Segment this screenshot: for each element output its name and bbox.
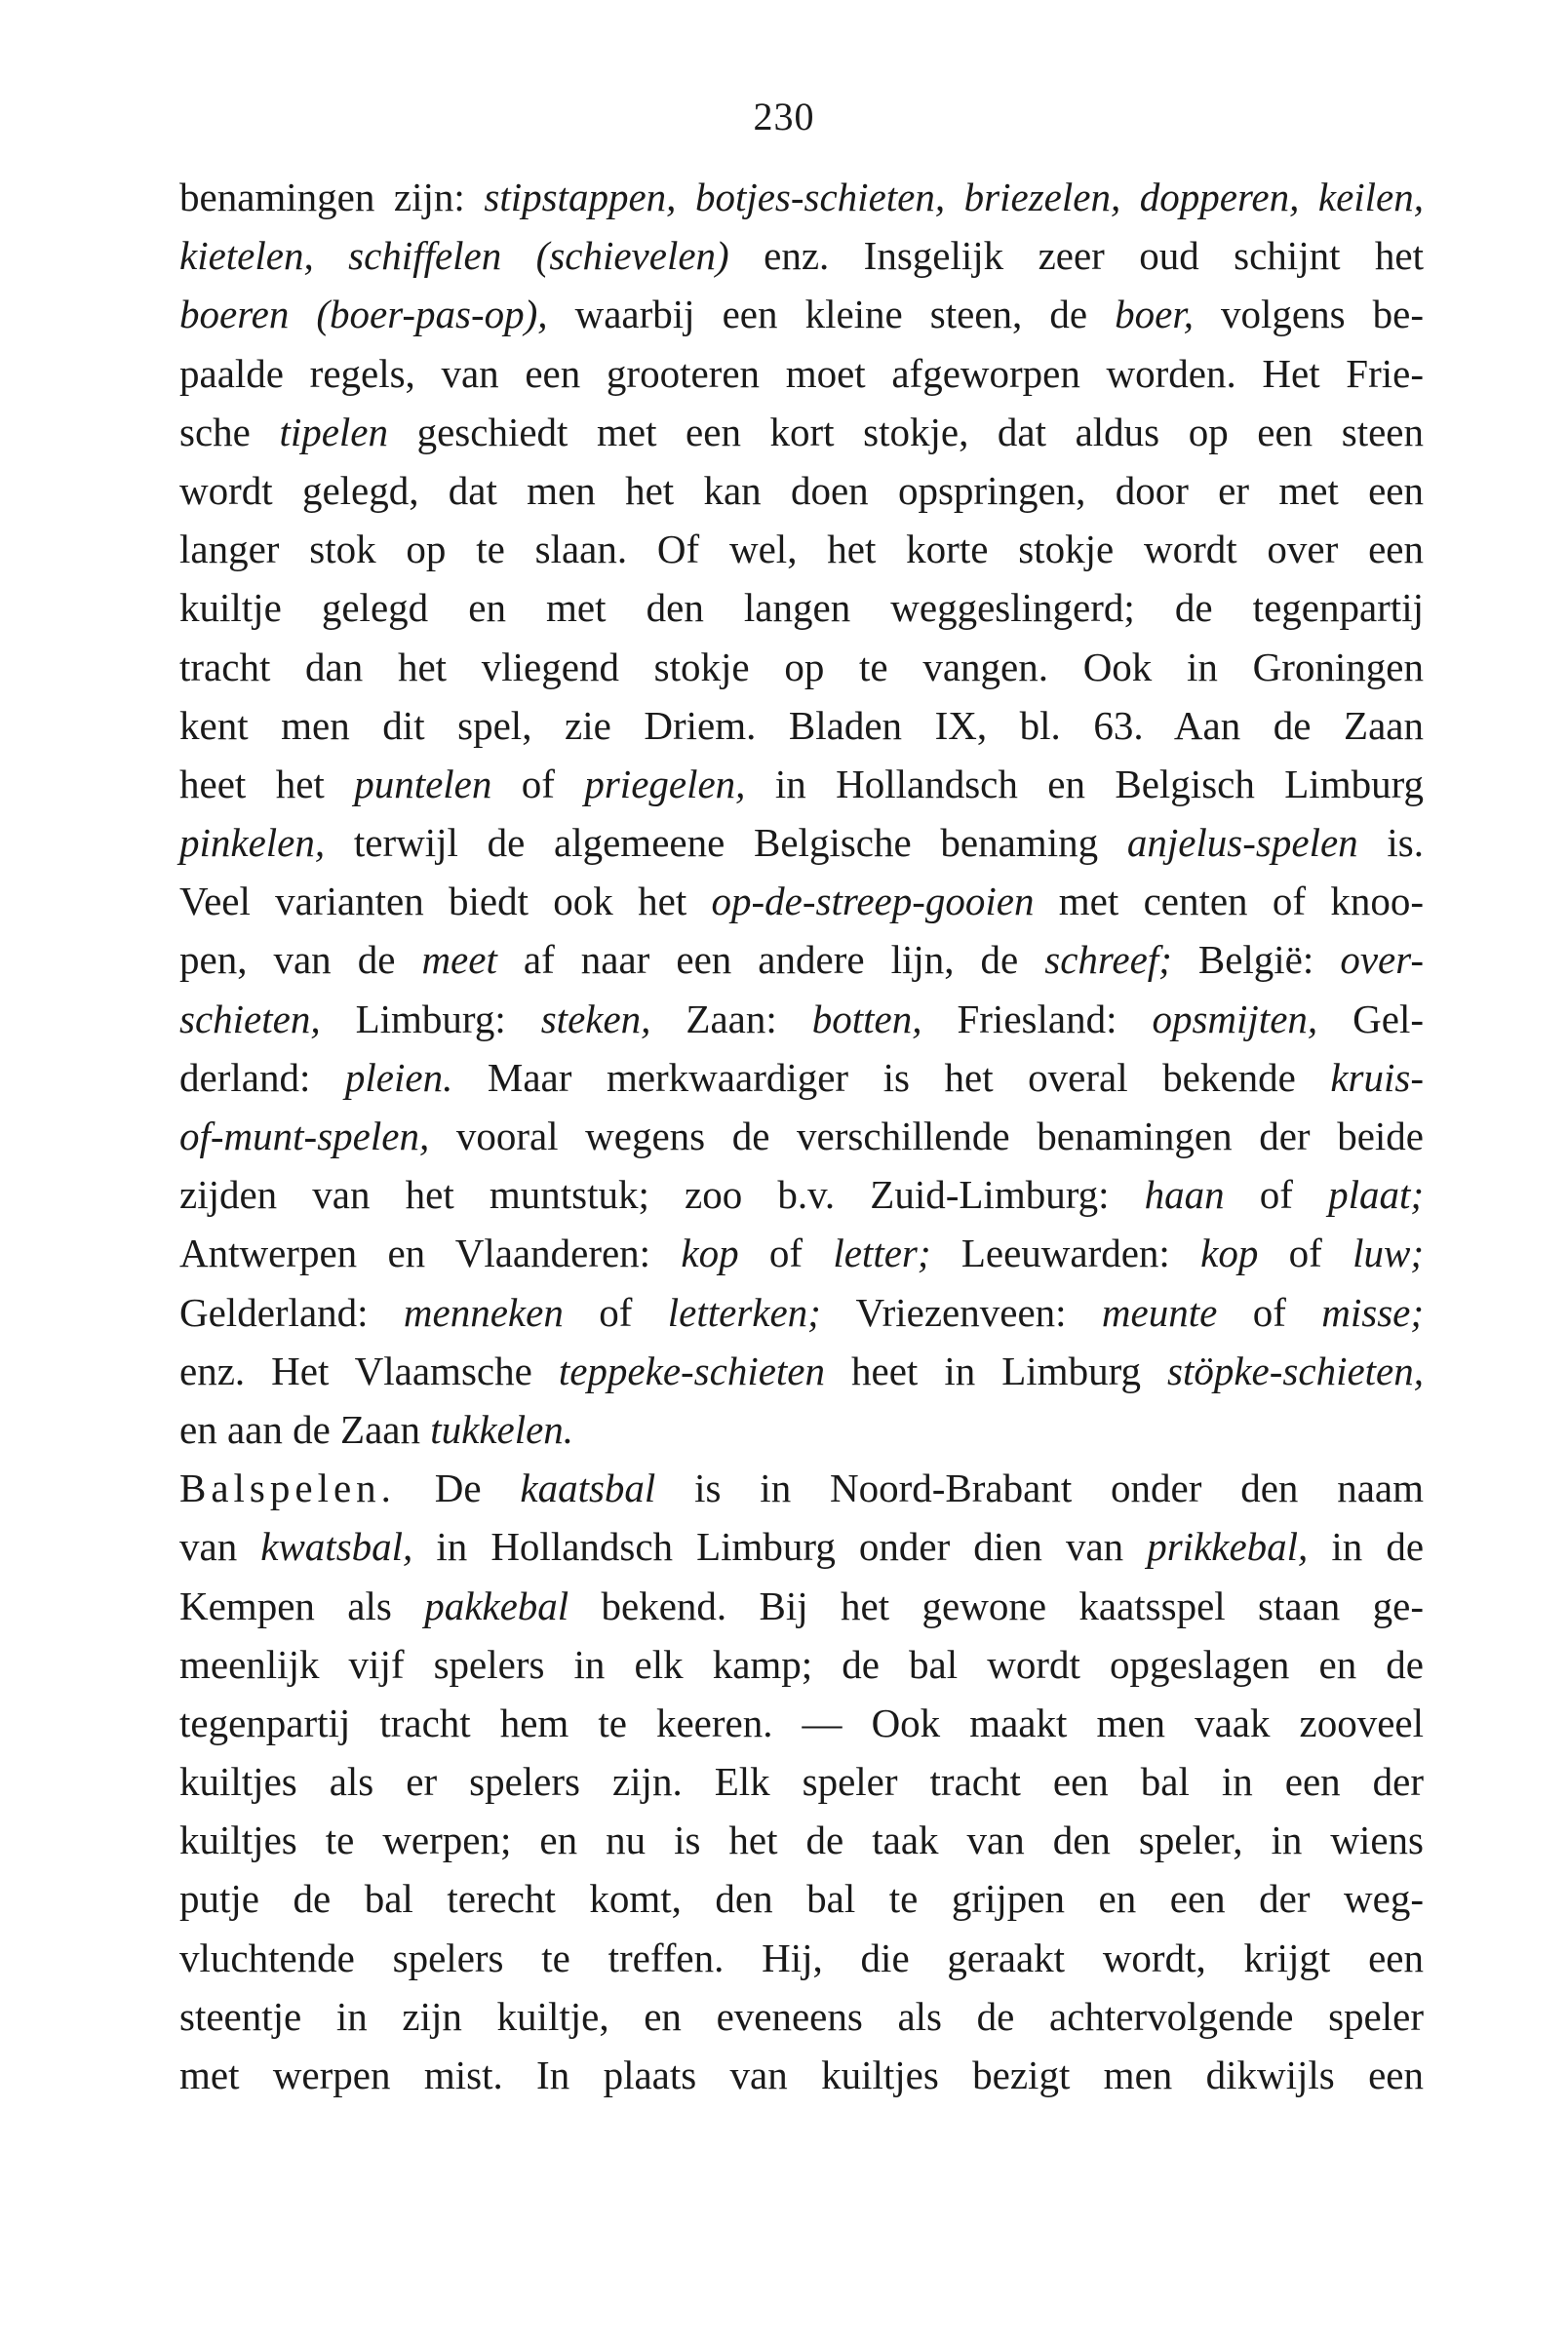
italic-term: anjelus-spelen [1126, 820, 1358, 866]
italic-term: botten, [811, 996, 922, 1041]
text-run: of [1217, 1289, 1322, 1335]
text-line [179, 990, 1424, 1048]
italic-term: kietelen, schiffelen (schievelen) [179, 233, 729, 279]
italic-term: pleien. [344, 1054, 453, 1100]
text-run: paalde regels, van een grooteren moet afgeworpen worden. Het Frie- [179, 350, 1424, 396]
italic-term: pakkebal [424, 1583, 569, 1628]
text-run: kent men dit spel, zie Driem. Bladen IX, bl. 63. Aan de Zaan [179, 702, 1424, 748]
italic-term: kop [681, 1231, 739, 1276]
text-run: waarbij een kleine steen, de [547, 292, 1116, 337]
text-line [179, 638, 1424, 696]
text-line [179, 1577, 1424, 1635]
italic-term: over- [1340, 937, 1424, 983]
text-run: Gelderland: [179, 1289, 404, 1335]
italic-term: kwatsbal, [260, 1524, 413, 1570]
italic-term: prikkebal, [1147, 1524, 1309, 1570]
text-run: heet in Limburg [825, 1348, 1168, 1393]
text-run: tracht dan het vliegend stokje op te vangen. Ook in Groningen [179, 644, 1424, 689]
text-line [179, 285, 1424, 343]
text-run: tegenpartij tracht hem te keeren. — Ook maakt men vaak zooveel [179, 1700, 1424, 1745]
text-run: kuiltje gelegd en met den langen weggeslingerd; de tegenpartij [179, 585, 1424, 631]
text-line [179, 168, 1424, 226]
italic-term: of-munt-spelen, [179, 1114, 430, 1158]
text-run: bekend. Bij het gewone kaatsspel staan ge- [568, 1583, 1424, 1628]
italic-term: boer, [1115, 292, 1194, 337]
italic-term: plaat; [1328, 1172, 1424, 1218]
italic-term: tukkelen. [430, 1406, 574, 1452]
italic-term: kop [1200, 1231, 1259, 1276]
text-run: enz. Het Vlaamsche [179, 1348, 559, 1393]
italic-term: misse; [1321, 1289, 1425, 1335]
text-run: terwijl de algemeene Belgische benaming [325, 820, 1127, 866]
text-line [179, 1048, 1424, 1107]
text-line [179, 1694, 1424, 1752]
text-run: kuiltjes te werpen; en nu is het de taak van den speler, in wiens [179, 1818, 1424, 1863]
text-run: putje de bal terecht komt, den bal te grijpen en een der weg- [179, 1876, 1424, 1922]
italic-term: kaatsbal [520, 1466, 656, 1511]
text-line [179, 1400, 1424, 1459]
text-run: van [179, 1524, 261, 1570]
text-run: Leeuwarden: [930, 1231, 1201, 1276]
text-line [179, 403, 1424, 461]
text-line [179, 1987, 1424, 2046]
text-run: af naar een andere lijn, de [496, 937, 1045, 983]
italic-term: pinkelen, [179, 820, 326, 866]
text-run: of [1258, 1231, 1353, 1276]
text-line [179, 1224, 1424, 1282]
text-line [179, 872, 1424, 930]
text-run: pen, van de [179, 937, 422, 983]
text-run: steentje in zijn kuiltje, en eveneens als de achtervolgende speler [179, 1993, 1424, 2039]
text-run: Limburg: [320, 996, 541, 1041]
body-text [179, 168, 1424, 2104]
italic-term: priegelen, [584, 761, 746, 806]
text-line [179, 1517, 1424, 1576]
italic-term: meet [421, 937, 497, 983]
text-line [179, 461, 1424, 520]
text-run: benamingen zijn: [179, 175, 485, 219]
text-run: met centen of knoo- [1034, 879, 1424, 924]
text-line [179, 930, 1424, 989]
italic-term: menneken [403, 1289, 564, 1335]
text-run: sche [179, 409, 280, 454]
italic-term: kruis- [1330, 1054, 1424, 1100]
text-line [179, 344, 1424, 403]
italic-term: teppeke-schieten [558, 1348, 825, 1393]
text-run: wordt gelegd, dat men het kan doen opspringen, door er met een [179, 467, 1424, 513]
text-run: en aan de Zaan [179, 1406, 431, 1452]
text-line [179, 813, 1424, 872]
text-line [179, 226, 1424, 285]
italic-term: letter; [833, 1231, 931, 1276]
text-run: Zaan: [650, 996, 812, 1041]
text-run: zijden van het muntstuk; zoo b.v. Zuid-Limburg: [179, 1172, 1145, 1218]
text-run: kuiltjes als er spelers zijn. Elk speler tracht een bal in een der [179, 1759, 1424, 1805]
italic-term: opsmijten, [1152, 996, 1318, 1041]
text-run: Gel- [1317, 996, 1424, 1041]
italic-term: schreef; [1044, 937, 1172, 983]
text-run: Maar merkwaardiger is het overal bekende [452, 1054, 1331, 1100]
text-line [179, 1929, 1424, 1987]
text-run: Veel varianten biedt ook het [179, 879, 712, 924]
text-run: of [738, 1231, 834, 1276]
italic-term: stöpke-schieten, [1167, 1348, 1424, 1393]
text-line [179, 1283, 1424, 1342]
text-line [179, 1107, 1424, 1165]
text-run: in de [1308, 1524, 1425, 1570]
text-run: of [491, 761, 585, 806]
text-run: is. [1357, 820, 1424, 866]
text-line [179, 1635, 1424, 1694]
page-number: 230 [753, 95, 815, 138]
italic-term: haan [1144, 1172, 1225, 1218]
text-line [179, 578, 1424, 637]
text-run: vluchtende spelers te treffen. Hij, die geraakt wordt, krijgt een [179, 1935, 1424, 1980]
text-run: Friesland: [921, 996, 1153, 1041]
text-line [179, 2046, 1424, 2104]
italic-term: op-de-streep-gooien [711, 879, 1035, 924]
italic-term: schieten, [179, 996, 321, 1041]
text-run: in Hollandsch en Belgisch Limburg [745, 761, 1424, 806]
text-line [179, 755, 1424, 813]
text-run: met werpen mist. In plaats van kuiltjes bezigt men dikwijls een [179, 2053, 1424, 2097]
text-run: heet het [179, 761, 355, 806]
text-line [179, 1811, 1424, 1869]
text-run: Vriezenveen: [820, 1289, 1102, 1335]
text-line [179, 1165, 1424, 1224]
text-run: is in Noord-Brabant onder den naam [655, 1466, 1425, 1511]
section-heading: Balspelen. [179, 1466, 396, 1511]
text-run: enz. Insgelijk zeer oud schijnt het [728, 233, 1424, 279]
italic-term: steken, [540, 996, 651, 1041]
italic-term: stipstappen, botjes-schieten, briezelen, dopperen, keilen, [484, 175, 1425, 219]
text-run: of [1224, 1172, 1329, 1218]
italic-term: letterken; [667, 1289, 821, 1335]
text-line [179, 520, 1424, 578]
text-run: of [563, 1289, 668, 1335]
text-run: België: [1171, 937, 1341, 983]
text-run: Antwerpen en Vlaanderen: [179, 1231, 682, 1276]
italic-term: puntelen [354, 761, 492, 806]
text-run: Kempen als [179, 1583, 425, 1628]
text-line [179, 1342, 1424, 1400]
text-line [179, 696, 1424, 755]
text-run: derland: [179, 1054, 345, 1100]
italic-term: meunte [1101, 1289, 1218, 1335]
italic-term: luw; [1352, 1231, 1425, 1276]
italic-term: tipelen [279, 409, 389, 454]
text-run: volgens be- [1193, 292, 1425, 337]
text-run: in Hollandsch Limburg onder dien van [412, 1524, 1148, 1570]
text-run: meenlijk vijf spelers in elk kamp; de bal wordt opgeslagen en de [179, 1641, 1424, 1687]
text-line [179, 1752, 1424, 1811]
text-run: langer stok op te slaan. Of wel, het korte stokje wordt over een [179, 527, 1424, 572]
italic-term: boeren (boer-pas-op), [179, 292, 548, 337]
text-run: De [395, 1466, 521, 1511]
text-line [179, 1459, 1424, 1517]
text-run: vooral wegens de verschillende benamingen der beide [429, 1114, 1424, 1158]
text-line [179, 1869, 1424, 1928]
text-run: geschiedt met een kort stokje, dat aldus op een steen [388, 409, 1424, 454]
